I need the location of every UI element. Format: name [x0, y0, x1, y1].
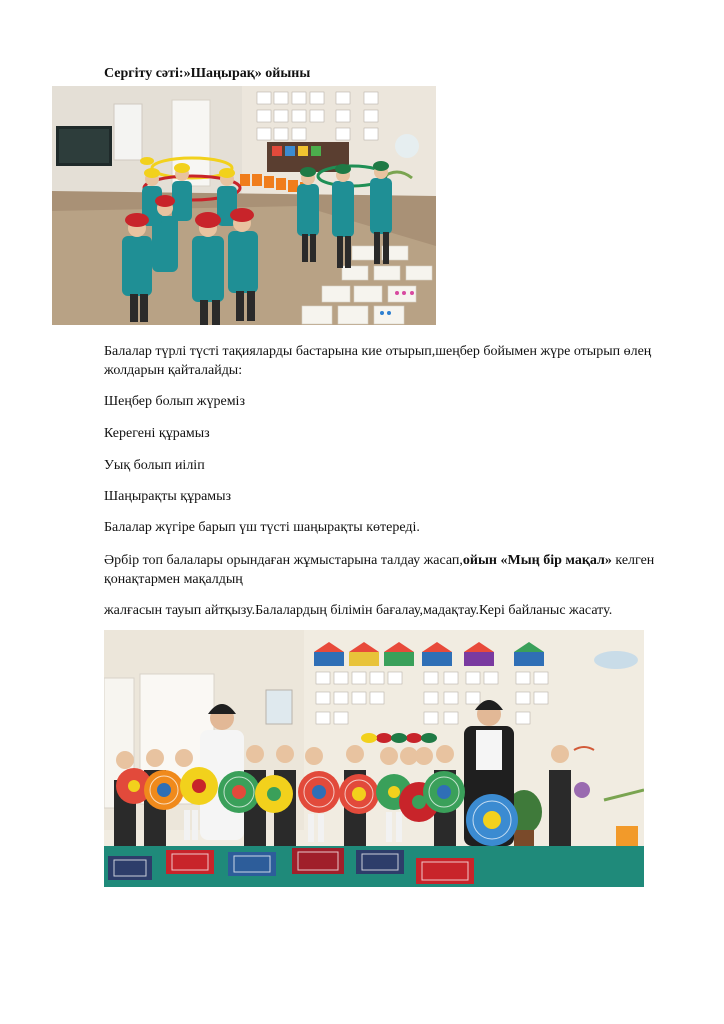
poem-line-3: Уық болып иіліп — [104, 458, 205, 473]
paragraph-lift-shanyrak: Балалар жүгіре барып үш түсті шаңырақты көтереді. — [104, 520, 420, 535]
paragraph-game-description: Балалар түрлі түсті тақияларды бастарына кие отырып,шеңбер бойымен жүре отырып өлең жолдарын қайталайды: — [104, 344, 652, 378]
section-heading: Сергіту сәті:»Шаңырақ» ойыны — [104, 66, 311, 81]
analysis-text-start: Әрбір топ балалары орындаған жұмыстарына талдау жасап, — [104, 553, 463, 568]
group-photo — [104, 630, 644, 887]
analysis-text-end: келген қонақтармен мақалдың — [104, 553, 655, 587]
poem-line-4: Шаңырақты құрамыз — [104, 489, 232, 504]
poem-line-1: Шеңбер болып жүреміз — [104, 394, 245, 409]
poem-line-2: Керегені құрамыз — [104, 426, 210, 441]
classroom-game-photo — [52, 86, 436, 325]
paragraph-proverb-continuation: жалғасын тауып айтқызу.Балалардың білімін бағалау,мадақтау.Кері байланыс жасату. — [104, 603, 613, 618]
paragraph-analysis — [104, 551, 664, 589]
game-name-bold: ойын «Мың бір мақал» — [462, 553, 612, 568]
